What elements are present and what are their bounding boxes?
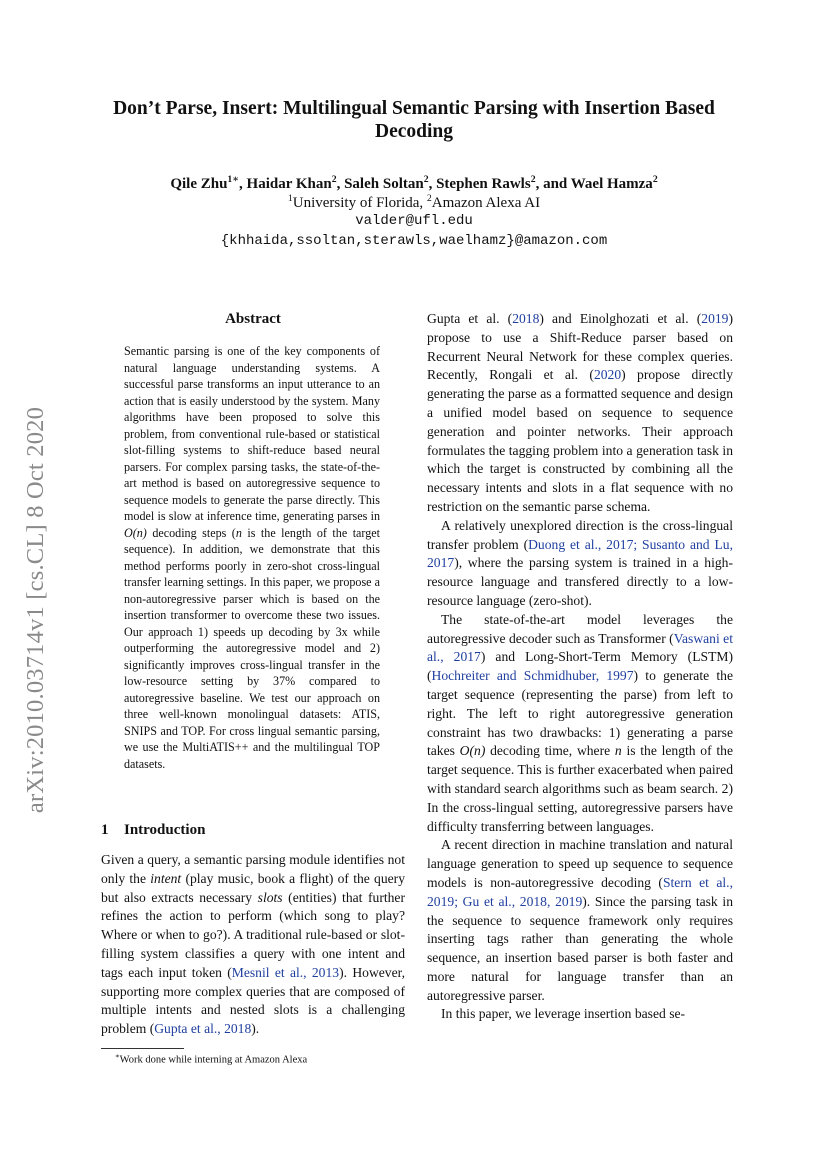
author-name: Saleh Soltan	[344, 176, 424, 192]
email-group[interactable]: {khhaida,ssoltan,sterawls,waelhamz}@amazon.com	[220, 233, 608, 249]
author-sup: 2	[423, 174, 429, 185]
text: ), where the parsing system is trained in a high-resource language and transfered directly to a low-resource language (zero-shot).	[427, 555, 733, 608]
right-column	[427, 310, 733, 1024]
text: ). However, supporting more complex queries that are composed of multiple intents and nested slots is a challenging problem (	[101, 964, 405, 1037]
math-on: O(n)	[459, 743, 486, 759]
author-sup: 1∗	[227, 174, 240, 185]
citation-link[interactable]: 2019	[701, 311, 729, 326]
affil-sup: 1	[287, 193, 293, 204]
text: ). Since the parsing task in the sequence to sequence framework only requires inserting tags rather than generating the whole sequence, an insertion based parser is both faster and more natural for language transfer than an autoregressive parser.	[427, 893, 734, 1003]
affiliations	[90, 193, 738, 212]
title-line-2: Decoding	[375, 121, 453, 142]
email-primary[interactable]: valder@ufl.edu	[355, 213, 473, 229]
paper-title	[90, 97, 738, 143]
math-n: n	[614, 743, 622, 759]
abstract-text: decoding steps (	[146, 525, 236, 540]
text: Given a query, a semantic parsing module identifies not only the	[101, 852, 405, 886]
emph-intent: intent	[150, 870, 182, 886]
affil-sup: 2	[426, 193, 432, 204]
abstract-text: Semantic parsing is one of the key components of natural language understanding systems. A successful parse transforms an input utterance to an action that is easily understood by the system. Many algorithms have been proposed to solve this problem, from conventional rule-based or statistical slot-filling systems to shift-reduce based neural parsers. For complex parsing tasks, the state-of-the-art method is based on autoregressive sequence to sequence models to generate the parse directly. This model is slow at inference time, generating parses in	[124, 344, 380, 523]
text: Gupta et al. (	[427, 311, 513, 326]
body-paragraph	[427, 310, 733, 517]
text: ) to generate the target sequence (representing the parse) from left to right. The left to right autoregressive generation constraint has two drawbacks: 1) generating a parse takes	[427, 668, 733, 759]
abstract-heading: Abstract	[225, 311, 281, 327]
author-name: Haidar Khan	[246, 176, 332, 192]
author-name: Stephen Rawls	[436, 176, 531, 192]
text: ) and Einolghozati et al. (	[539, 311, 702, 326]
abstract-body	[124, 343, 380, 772]
title-line-1: Don’t Parse, Insert: Multilingual Semantic Parsing with Insertion Based	[113, 98, 715, 119]
author-sup: 2	[331, 174, 337, 185]
abstract-text: is the length of the target sequence). In addition, we demonstrate that this method performs poorly in zero-shot cross-lingual transfer learning settings. In this paper, we propose a non-autoregressive parser which is based on the insertion transformer to overcome these two issues. Our approach 1) speeds up decoding by 3x while outperforming the autoregressive model and 2) significantly improves cross-lingual transfer in the low-resource setting by 37% compared to autoregressive baseline. We test our approach on three well-known monolingual datasets: ATIS, SNIPS and TOP. For cross lingual semantic parsing, we use the MultiATIS++ and the multilingual TOP datasets.	[124, 525, 381, 771]
footnote	[115, 1050, 307, 1067]
section-number: 1	[101, 822, 109, 838]
emph-slots: slots	[257, 889, 283, 905]
affil-name: Amazon Alexa AI	[431, 195, 541, 211]
text: A recent direction in machine translation and natural language generation to speed up sequence to sequence models is non-autoregressive decoding (	[427, 837, 733, 890]
text: (play music, book a flight) of the query but also extracts necessary	[101, 870, 405, 905]
intro-paragraph	[101, 851, 405, 1039]
intro-column	[101, 851, 405, 1039]
math-n: n	[235, 525, 242, 540]
author-sup: 2	[530, 174, 536, 185]
body-paragraph	[427, 517, 733, 611]
body-paragraph: In this paper, we leverage insertion based se-	[441, 1006, 686, 1022]
author-name: Qile Zhu	[170, 176, 228, 192]
text: ) and Long-Short-Term Memory (LSTM) (	[427, 649, 733, 684]
text: ) propose to use a Shift-Reduce parser based on Recurrent Neural Network for these complex queries. Recently, Rongali et al. (	[427, 311, 733, 383]
arxiv-stamp	[18, 380, 54, 840]
affil-name: University of Florida,	[292, 195, 424, 211]
body-paragraph	[427, 611, 733, 837]
footnote-rule	[101, 1048, 184, 1049]
arxiv-stamp-text: arXiv:2010.03714v1 [cs.CL] 8 Oct 2020	[22, 406, 49, 814]
citation-link[interactable]: Mesnil et al., 2013	[231, 964, 340, 980]
math-on: O(n)	[124, 525, 147, 540]
text: A relatively unexplored direction is the cross-lingual transfer problem (	[427, 517, 733, 552]
citation-link[interactable]: Stern et al., 2019; Gu et al., 2018, 2019	[427, 874, 733, 909]
text: ).	[251, 1021, 260, 1037]
citation-link[interactable]: 2020	[593, 367, 622, 383]
text: ) propose directly generating the parse as a formatted sequence and design a unified model based on sequence to sequence generation and pointer networks. Their approach formulates the tagging problem into a generation task in which the target is constructed by combining all the necessary intents and slots in a flat sequence with no restriction on the semantic parse schema.	[427, 367, 733, 514]
text: is the length of the target sequence. This is further exacerbated when paired with standard search algorithms such as beam search. 2) In the cross-lingual setting, autoregressive parsers have difficulty transferring between languages.	[427, 743, 733, 834]
citation-link[interactable]: Gupta et al., 2018	[154, 1021, 252, 1037]
text: decoding time, where	[485, 743, 615, 759]
body-paragraph	[427, 836, 733, 1005]
text: (entities) that further refines the action to perform (which song to play? Where or when to go?). A traditional rule-based or slot-filling system classifies a query with one intent and tags each input token (	[101, 889, 405, 980]
footnote-mark: ∗	[115, 1053, 120, 1060]
citation-link[interactable]: Hochreiter and Schmidhuber, 1997	[431, 668, 634, 684]
footnote-text: Work done while interning at Amazon Alexa	[119, 1054, 308, 1066]
author-sup: 2	[652, 174, 658, 185]
author-list: Qile Zhu$^{1∗}$, Haidar Khan$^2$, Saleh Soltan$^2$, Stephen Rawls$^2$, and Wael Hamza$^2$	[170, 174, 658, 192]
citation-link[interactable]: Vaswani et al., 2017	[427, 630, 733, 665]
citation-link[interactable]: 2018	[512, 311, 540, 326]
section-title: Introduction	[124, 822, 206, 838]
citation-link[interactable]: Duong et al., 2017; Susanto and Lu, 2017	[427, 536, 733, 571]
author-name: Wael Hamza	[570, 176, 653, 192]
text: The state-of-the-art model leverages the autoregressive decoder such as Transformer (	[427, 611, 733, 646]
